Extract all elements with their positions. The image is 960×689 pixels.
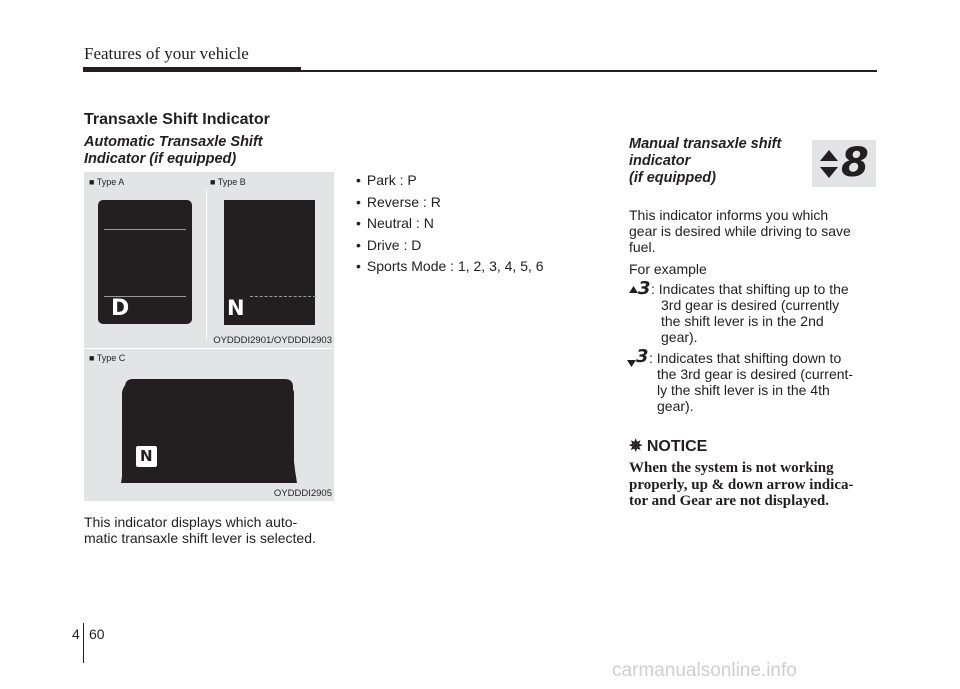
header-rule-thick [83, 67, 301, 72]
list-item: • Drive : D [356, 235, 544, 257]
type-a-display [98, 200, 192, 324]
list-item: • Reverse : R [356, 192, 544, 214]
type-a-divider [104, 229, 186, 230]
shift-modes-list [356, 170, 544, 278]
shift-indicator-icon [812, 140, 876, 187]
type-a-label: ■ Type A [89, 177, 125, 187]
type-c-label: ■ Type C [89, 353, 126, 363]
notice-title: NOTICE [646, 438, 708, 455]
list-item: • Neutral : N [356, 213, 544, 235]
watermark: carmanualsonline.info [612, 660, 797, 681]
type-b-display [224, 200, 315, 325]
auto-description: This indicator displays which auto- matic transaxle shift lever is selected. [84, 514, 316, 546]
list-item: • Park : P [356, 170, 544, 192]
shift-up-arrow-icon [629, 286, 638, 293]
section-heading: Transaxle Shift Indicator [84, 111, 270, 128]
page-chapter: 4 [72, 626, 80, 642]
type-c-display [121, 379, 297, 483]
figure-type-a-b [84, 172, 334, 348]
gear-3-icon: 3 [638, 278, 651, 299]
page-header-title: Features of your vehicle [84, 44, 249, 63]
notice-star-icon: ✵ [629, 438, 643, 455]
footer-rule [83, 623, 84, 663]
notice-heading [629, 436, 707, 456]
auto-subheading: Automatic Transaxle Shift Indicator (if equipped) [84, 134, 263, 167]
shift-up-description: : Indicates that shifting up to the 3rd gear is desired (currently the shift lever is in the 2nd gear). [651, 281, 849, 345]
figure-code: OYDDDI2905 [273, 488, 332, 499]
header-rule-thin [301, 70, 877, 72]
page-number: 60 [89, 626, 105, 642]
type-c-gear-indicator: N [140, 447, 153, 465]
gear-digit-icon: 8 [841, 140, 869, 186]
list-item: • Sports Mode : 1, 2, 3, 4, 5, 6 [356, 256, 544, 278]
manual-intro: This indicator informs you which gear is desired while driving to save fuel. [629, 207, 851, 255]
figure-type-c [84, 348, 334, 501]
type-b-label: ■ Type B [210, 177, 246, 187]
type-b-gear-indicator: N [227, 296, 245, 320]
up-down-arrow-icon [820, 150, 838, 178]
shift-down-arrow-icon [627, 360, 636, 367]
notice-body: When the system is not working properly, up & down arrow indica- tor and Gear are not displayed. [629, 460, 854, 509]
figure-separator [206, 190, 207, 340]
figure-code: OYDDDI2901/OYDDDI2903 [213, 335, 332, 346]
manual-subheading: Manual transaxle shift indicator (if equipped) [629, 136, 782, 186]
type-b-divider [250, 296, 316, 298]
type-a-gear-indicator: D [111, 296, 130, 321]
gear-3-icon: 3 [636, 346, 649, 367]
shift-down-description: : Indicates that shifting down to the 3rd gear is desired (current- ly the shift lever is in the 4th gear). [649, 350, 854, 414]
example-label: For example [629, 261, 707, 277]
